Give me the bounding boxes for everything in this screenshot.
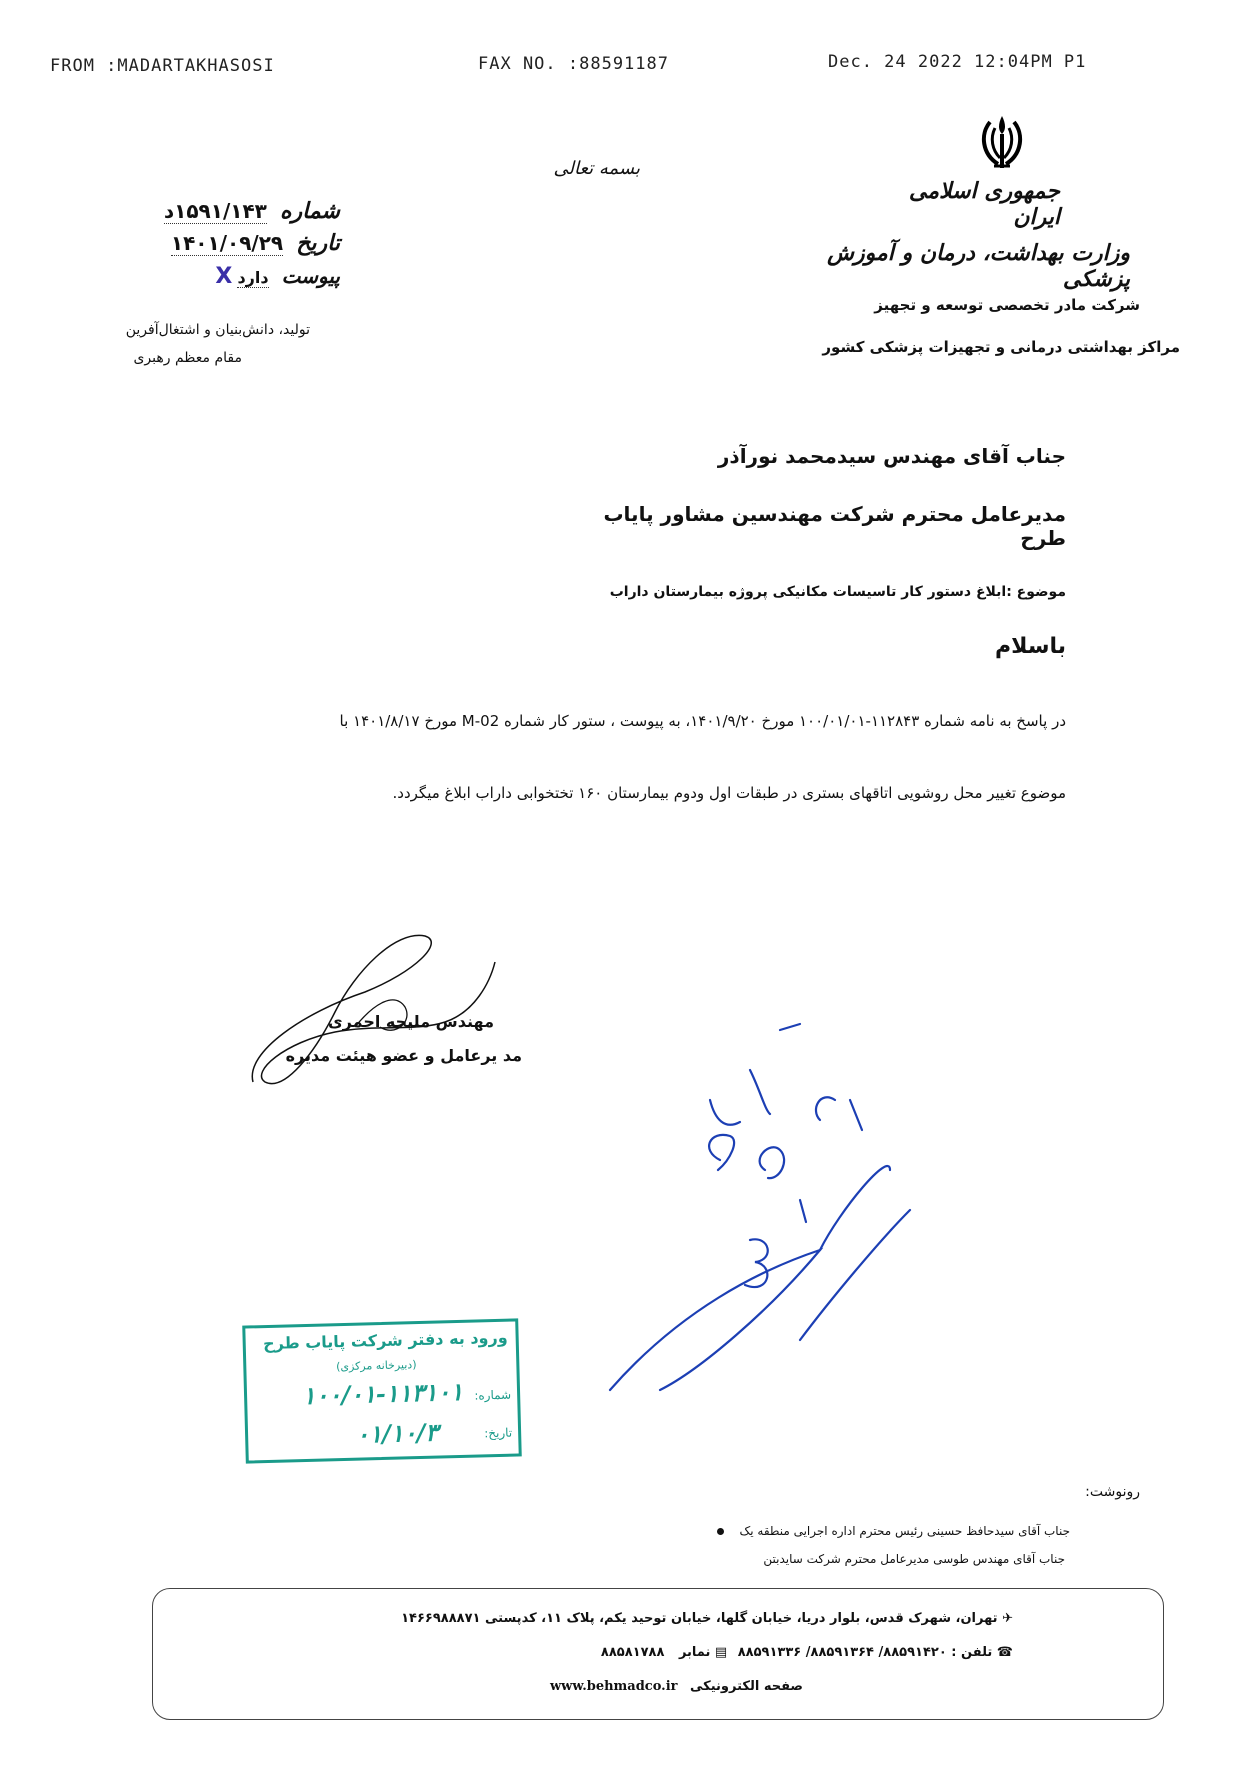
cc-heading: رونوشت: xyxy=(1085,1484,1140,1500)
cc-item-2: جناب آقای مهندس طوسی مدیرعامل محترم شرکت سایدبتن xyxy=(763,1552,1065,1566)
ref-number-value: ۱۵۹۱/۱۴۳د xyxy=(163,199,267,223)
footer-fax-label: نمابر xyxy=(678,1645,711,1660)
stamp-date-value: ۰۱/۱۰/۳ xyxy=(355,1417,439,1449)
footer-address-row xyxy=(213,1611,1013,1626)
signatory-name: مهندس ملیحه احمری xyxy=(327,1012,494,1031)
cc-item-1-text: جناب آقای سیدحافظ حسینی رئیس محترم اداره اجرایی منطقه یک xyxy=(739,1524,1070,1538)
fax-datetime: Dec. 24 2022 12:04PM P1 xyxy=(828,52,1087,72)
iran-emblem-icon xyxy=(976,112,1028,172)
body-line1: در پاسخ به نامه شماره ۱۱۲۸۴۳-۱۰۰/۰۱/۰۱ مورخ ۱۴۰۱/۹/۲۰، به پیوست ، ستور کار شماره M-02 مورخ ۱۴۰۱/۸/۱۷ با xyxy=(339,712,1066,730)
receipt-stamp xyxy=(242,1318,522,1463)
company-line2: مراکز بهداشتی درمانی و تجهیزات پزشکی کشور xyxy=(822,338,1180,356)
cc-item-1 xyxy=(660,1524,1070,1538)
signatory-title: مد یرعامل و عضو هیئت مدیره xyxy=(285,1046,522,1065)
footer-web[interactable]: www.behmadco.ir xyxy=(549,1679,678,1694)
footer-phone-label: تلفن : xyxy=(951,1645,993,1660)
stamp-subtitle: (دبیرخانه مرکزی) xyxy=(335,1358,417,1374)
ref-attachment-value: دارد xyxy=(237,268,269,287)
footer-address: تهران، شهرک قدس، بلوار دریا، خیابان گلها، خیابان توحید یکم، پلاک ۱۱، کدپستی ۱۴۶۶۹۸۸۸۷۱ xyxy=(401,1611,998,1626)
slogan-line1: تولید، دانش‌بنیان و اشتغال‌آفرین xyxy=(125,322,310,338)
greeting: باسلام xyxy=(995,634,1066,659)
footer-phones: ۸۸۵۹۱۴۲۰/ ۸۸۵۹۱۳۶۴/ ۸۸۵۹۱۳۳۶ xyxy=(737,1645,947,1660)
stamp-number-label: شماره: xyxy=(474,1387,512,1403)
phone-icon: ☎ xyxy=(996,1645,1013,1660)
stamp-title: ورود به دفتر شرکت پایاب طرح xyxy=(262,1327,508,1354)
ref-attachment-label: پیوست xyxy=(281,264,340,288)
location-icon: ✈ xyxy=(1002,1611,1013,1626)
body-line2: موضوع تغییر محل روشویی اتاقهای بستری در طبقات اول ودوم بیمارستان ۱۶۰ تختخوابی داراب ابلاغ میگردد. xyxy=(392,784,1066,802)
fax-number: FAX NO. :88591187 xyxy=(478,54,669,74)
country-name: جمهوری اسلامی ایران xyxy=(908,178,1060,230)
stamp-date-label: تاریخ: xyxy=(484,1425,513,1441)
reference-block xyxy=(130,198,340,294)
company-line1: شرکت مادر تخصصی توسعه و تجهیز xyxy=(874,296,1140,314)
ministry-name: وزارت بهداشت، درمان و آموزش پزشکی xyxy=(827,240,1130,292)
fax-icon: ▤ xyxy=(714,1645,728,1660)
subject-line: موضوع :ابلاغ دستور کار تاسیسات مکانیکی پروژه بیمارستان داراب xyxy=(609,584,1066,600)
ref-date-label: تاریخ xyxy=(296,230,340,256)
ref-date-value: ۱۴۰۱/۰۹/۲۹ xyxy=(170,231,284,255)
stamp-number-value: ۱۰۰/۰۱-۱۱۳۱۰۱ xyxy=(302,1376,464,1411)
ref-number-label: شماره xyxy=(279,198,340,224)
footer-web-label: صفحه الکترونیکی xyxy=(690,1679,803,1694)
slogan-line2: مقام معظم رهبری xyxy=(133,350,242,366)
footer-web-row xyxy=(303,1679,803,1694)
footer-contact-row xyxy=(213,1645,1013,1660)
fax-from: FROM :MADARTAKHASOSI xyxy=(50,56,275,76)
footer-fax: ۸۸۵۸۱۷۸۸ xyxy=(600,1645,665,1660)
recipient-line2: مدیرعامل محترم شرکت مهندسین مشاور پایاب طرح xyxy=(603,502,1066,550)
recipient-line1: جناب آقای مهندس سیدمحمد نورآذر xyxy=(717,444,1066,468)
bismillah: بسمه تعالی xyxy=(553,158,640,179)
footer-box xyxy=(152,1588,1164,1720)
handwritten-annotation xyxy=(600,1010,940,1400)
attachment-mark: X xyxy=(215,264,233,289)
bullet-icon xyxy=(717,1528,724,1535)
